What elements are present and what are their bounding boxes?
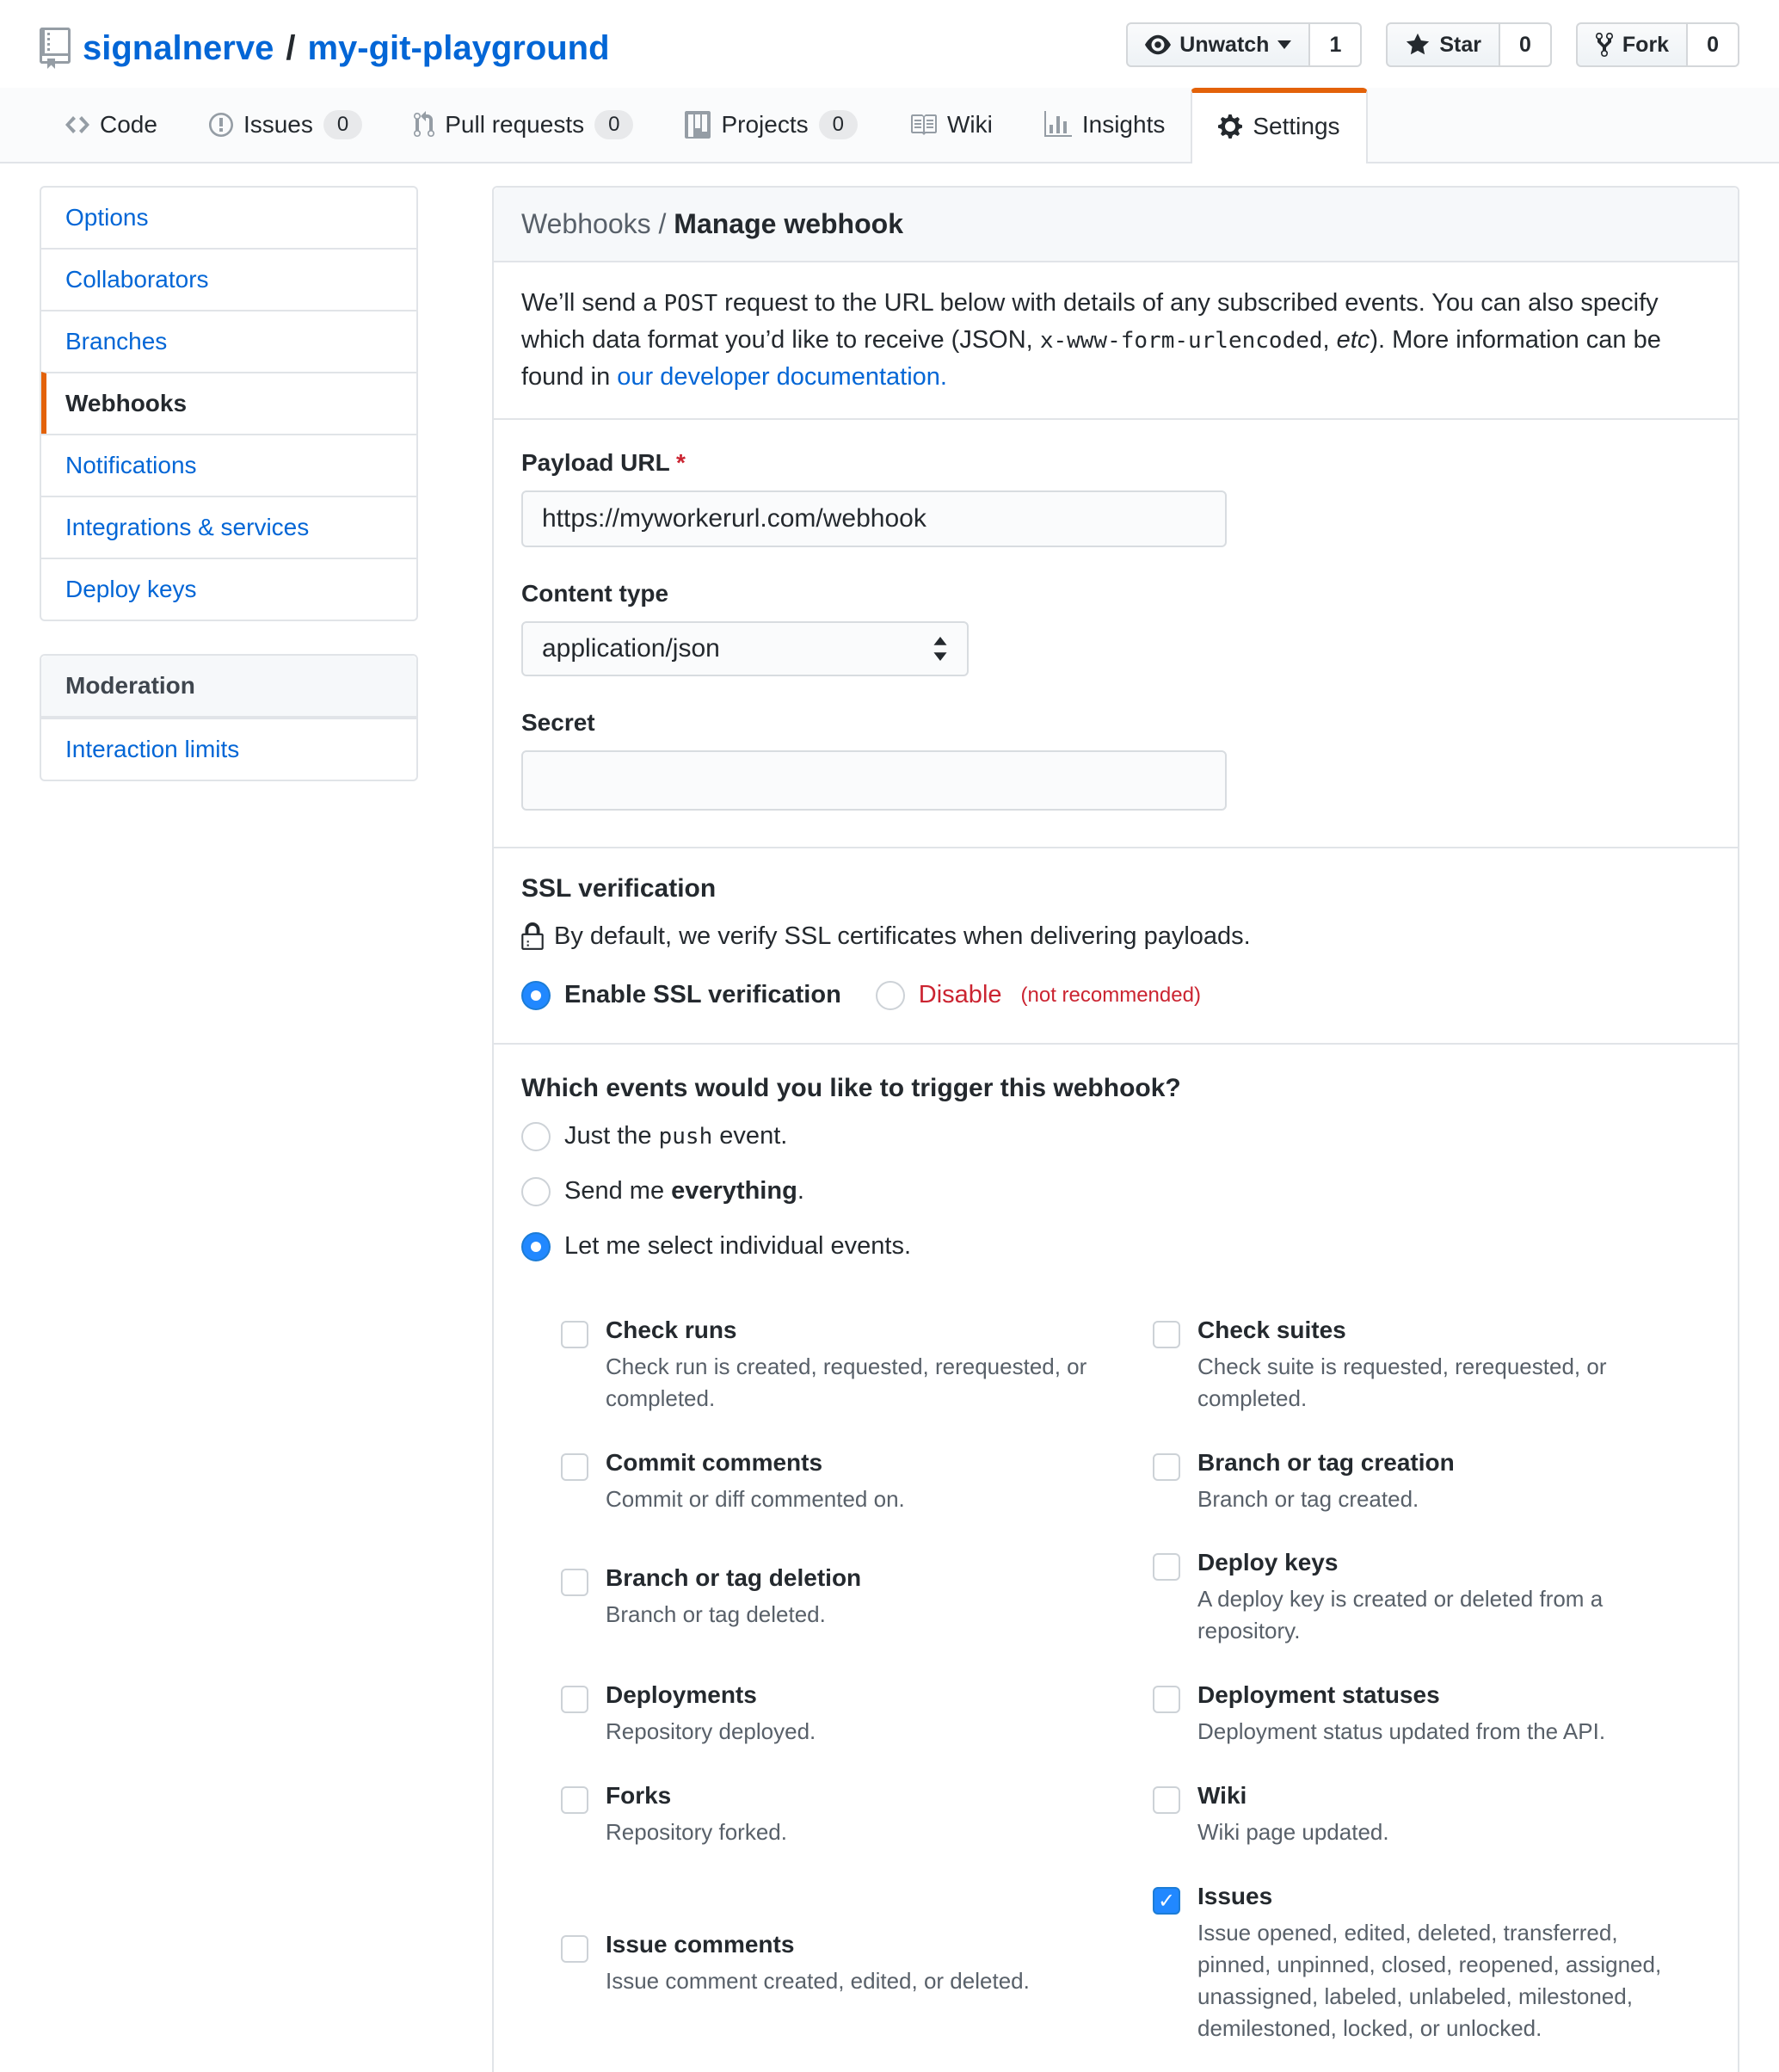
option-label: Let me select individual events. bbox=[564, 1232, 911, 1261]
intro-text: We’ll send a bbox=[521, 289, 664, 317]
option-label: Send me everything. bbox=[564, 1177, 804, 1206]
lock-icon bbox=[521, 922, 544, 952]
event-description: Repository deployed. bbox=[606, 1718, 816, 1745]
sidebar-item-options[interactable]: Options bbox=[65, 204, 149, 231]
event-item-check-suites bbox=[1153, 1317, 1710, 1415]
star-button[interactable] bbox=[1386, 22, 1500, 67]
event-title: Branch or tag creation bbox=[1197, 1448, 1455, 1476]
unwatch-button[interactable] bbox=[1126, 22, 1310, 67]
ssl-note-text: By default, we verify SSL certificates when delivering payloads. bbox=[554, 922, 1251, 951]
breadcrumb bbox=[494, 188, 1738, 262]
star-count[interactable]: 0 bbox=[1500, 22, 1552, 67]
event-description: Branch or tag deleted. bbox=[606, 1601, 826, 1628]
repo-nav bbox=[0, 88, 1779, 163]
payload-url-label: Payload URL * bbox=[521, 448, 686, 476]
projects-counter: 0 bbox=[819, 110, 858, 139]
event-description: Branch or tag created. bbox=[1197, 1485, 1419, 1512]
graph-icon bbox=[1044, 111, 1072, 139]
tab-projects[interactable] bbox=[659, 88, 883, 162]
fork-group bbox=[1576, 22, 1739, 67]
event-item-issues bbox=[1153, 1883, 1710, 2044]
tab-label: Code bbox=[100, 111, 157, 138]
breadcrumb-separator: / bbox=[650, 208, 674, 239]
ssl-disable-radio[interactable] bbox=[876, 981, 905, 1010]
event-item-deployments bbox=[561, 1681, 1118, 1748]
intro-text: ). More information can be found in bbox=[521, 325, 1661, 391]
unwatch-label: Unwatch bbox=[1179, 32, 1270, 57]
select-caret-icon bbox=[933, 637, 948, 661]
sidebar-item-interaction-limits[interactable]: Interaction limits bbox=[41, 718, 416, 780]
repo-actions bbox=[1126, 22, 1739, 67]
event-description: Issue comment created, edited, or deleted. bbox=[606, 1968, 1030, 1995]
ssl-disable-label: Disable bbox=[918, 981, 1002, 1009]
checkbox-check-suites[interactable] bbox=[1153, 1321, 1180, 1348]
checkbox-check-runs[interactable] bbox=[561, 1321, 588, 1348]
watch-group bbox=[1126, 22, 1362, 67]
checkbox-branch-deletion[interactable] bbox=[561, 1569, 588, 1596]
caret-down-icon bbox=[1277, 40, 1291, 49]
tab-issues[interactable] bbox=[183, 88, 388, 162]
checkbox-issue-comments[interactable] bbox=[561, 1935, 588, 1963]
event-item-branch-deletion bbox=[561, 1564, 1118, 1631]
tab-label: Pull requests bbox=[445, 111, 585, 138]
event-description: Check suite is requested, rerequested, or completed. bbox=[1197, 1353, 1607, 1411]
checkbox-commit-comments[interactable] bbox=[561, 1453, 588, 1481]
repo-separator: / bbox=[286, 28, 296, 67]
event-title: Deployment statuses bbox=[1197, 1681, 1440, 1709]
repo-owner-link[interactable]: signalnerve bbox=[83, 28, 274, 67]
event-description: Wiki page updated. bbox=[1197, 1819, 1389, 1846]
project-icon bbox=[685, 111, 711, 139]
event-item-issue-comments bbox=[561, 1931, 1118, 1997]
checkbox-forks[interactable] bbox=[561, 1786, 588, 1814]
pull-request-icon bbox=[414, 111, 434, 139]
ssl-title: SSL verification bbox=[521, 873, 717, 903]
required-asterisk: * bbox=[675, 448, 686, 476]
repo-title bbox=[40, 28, 610, 69]
moderation-menu bbox=[40, 654, 418, 781]
event-item-branch-creation bbox=[1153, 1449, 1710, 1515]
ssl-section bbox=[494, 848, 1738, 1045]
ssl-disable-option[interactable] bbox=[876, 981, 1201, 1010]
event-item-wiki bbox=[1153, 1782, 1710, 1848]
events-section bbox=[494, 1045, 1738, 2072]
secret-input[interactable] bbox=[521, 750, 1227, 811]
intro-code-urlencoded: x-www-form-urlencoded bbox=[1039, 327, 1323, 354]
tab-label: Settings bbox=[1253, 113, 1340, 139]
issues-counter: 0 bbox=[323, 110, 362, 139]
breadcrumb-current: Manage webhook bbox=[674, 208, 903, 239]
push-radio[interactable] bbox=[521, 1122, 551, 1151]
gear-icon bbox=[1218, 113, 1242, 140]
event-title: Check runs bbox=[606, 1316, 737, 1343]
checkbox-issues[interactable] bbox=[1153, 1887, 1180, 1915]
tab-settings[interactable] bbox=[1191, 88, 1367, 163]
tab-pull-requests[interactable] bbox=[388, 88, 659, 162]
settings-menu bbox=[40, 186, 418, 621]
sidebar-item-webhooks[interactable]: Webhooks bbox=[41, 372, 416, 434]
code-icon bbox=[65, 111, 89, 139]
tab-code[interactable] bbox=[40, 88, 183, 162]
checkbox-deploy-keys[interactable] bbox=[1153, 1553, 1180, 1581]
star-group bbox=[1386, 22, 1552, 67]
ssl-enable-option[interactable] bbox=[521, 981, 841, 1010]
checkbox-deployment-statuses[interactable] bbox=[1153, 1686, 1180, 1713]
secret-label: Secret bbox=[521, 708, 595, 736]
webhook-panel bbox=[492, 186, 1739, 2072]
eye-icon bbox=[1145, 32, 1171, 58]
content-type-label: Content type bbox=[521, 579, 669, 607]
event-option-push[interactable] bbox=[521, 1122, 1710, 1151]
content-type-select[interactable] bbox=[521, 621, 969, 676]
fork-label: Fork bbox=[1622, 32, 1670, 57]
event-option-individual[interactable] bbox=[521, 1232, 1710, 1261]
tab-label: Insights bbox=[1081, 111, 1166, 138]
webhook-form bbox=[494, 420, 1738, 848]
star-label: Star bbox=[1439, 32, 1481, 57]
intro-code-post: POST bbox=[663, 291, 718, 317]
settings-sidebar bbox=[40, 186, 418, 781]
pull-requests-counter: 0 bbox=[594, 110, 633, 139]
event-description: Commit or diff commented on. bbox=[606, 1485, 905, 1512]
checkbox-branch-creation[interactable] bbox=[1153, 1453, 1180, 1481]
tab-wiki[interactable] bbox=[883, 88, 1019, 162]
star-icon bbox=[1405, 32, 1431, 58]
everything-radio[interactable] bbox=[521, 1177, 551, 1206]
tab-label: Issues bbox=[243, 111, 313, 138]
event-description: A deploy key is created or deleted from a repository. bbox=[1197, 1586, 1604, 1644]
event-description: Check run is created, requested, rerequested, or completed. bbox=[606, 1353, 1087, 1411]
event-description: Repository forked. bbox=[606, 1819, 787, 1846]
intro-text: request to the URL below with details of any subscribed events. You can also specify which data format you’d like to receive (JSON, bbox=[521, 289, 1659, 354]
page-header bbox=[0, 0, 1779, 69]
tab-insights[interactable] bbox=[1019, 88, 1191, 162]
checkbox-deployments[interactable] bbox=[561, 1686, 588, 1713]
events-grid bbox=[561, 1317, 1710, 2044]
event-description: Issue opened, edited, deleted, transferred, pinned, unpinned, closed, reopened, assigned, unassigned, labeled, unlabeled, milestoned, demilestoned, locked, or unlocked. bbox=[1197, 1920, 1662, 2041]
event-title: Commit comments bbox=[606, 1448, 823, 1476]
repo-name-link[interactable]: my-git-playground bbox=[307, 28, 610, 67]
event-title: Issue comments bbox=[606, 1931, 795, 1958]
moderation-header: Moderation bbox=[41, 656, 416, 718]
watch-count[interactable]: 1 bbox=[1310, 22, 1362, 67]
intro-text: , bbox=[1322, 325, 1337, 354]
event-item-forks bbox=[561, 1782, 1118, 1848]
ssl-enable-label: Enable SSL verification bbox=[564, 981, 841, 1009]
ssl-disable-note: (not recommended) bbox=[1020, 983, 1201, 1007]
issue-opened-icon bbox=[209, 111, 233, 139]
event-title: Forks bbox=[606, 1782, 672, 1810]
payload-url-input[interactable] bbox=[521, 490, 1227, 547]
sidebar-item-deploy-keys[interactable]: Deploy keys bbox=[41, 558, 416, 620]
fork-count[interactable]: 0 bbox=[1688, 22, 1739, 67]
event-item-deploy-keys bbox=[1153, 1549, 1710, 1647]
fork-button[interactable] bbox=[1576, 22, 1688, 67]
content-type-value: application/json bbox=[542, 633, 720, 663]
sidebar-item-collaborators[interactable]: Collaborators bbox=[41, 248, 416, 310]
webhook-intro bbox=[494, 262, 1738, 420]
tab-label: Wiki bbox=[946, 111, 993, 138]
event-item-commit-comments bbox=[561, 1449, 1118, 1515]
intro-etc: etc bbox=[1336, 325, 1370, 354]
event-option-everything[interactable] bbox=[521, 1177, 1710, 1206]
sidebar-item-integrations[interactable]: Integrations & services bbox=[41, 496, 416, 558]
event-item-check-runs bbox=[561, 1317, 1118, 1415]
individual-radio[interactable] bbox=[521, 1232, 551, 1261]
event-title: Issues bbox=[1197, 1883, 1273, 1910]
event-title: Deployments bbox=[606, 1681, 757, 1709]
fork-icon bbox=[1595, 31, 1614, 59]
event-title: Check suites bbox=[1197, 1316, 1346, 1343]
checkbox-wiki[interactable] bbox=[1153, 1786, 1180, 1814]
events-title: Which events would you like to trigger this webhook? bbox=[521, 1073, 1181, 1102]
event-title: Wiki bbox=[1197, 1782, 1247, 1810]
event-description: Deployment status updated from the API. bbox=[1197, 1718, 1606, 1745]
event-item-deployment-statuses bbox=[1153, 1681, 1710, 1748]
book-icon bbox=[909, 111, 937, 139]
event-title: Deploy keys bbox=[1197, 1549, 1339, 1576]
intro-period: . bbox=[939, 362, 947, 391]
developer-docs-link[interactable]: our developer documentation bbox=[617, 362, 940, 391]
ssl-enable-radio[interactable] bbox=[521, 981, 551, 1010]
event-title: Branch or tag deletion bbox=[606, 1564, 862, 1592]
ssl-note bbox=[521, 922, 1710, 952]
option-label: Just the push event. bbox=[564, 1122, 788, 1150]
sidebar-item-branches[interactable]: Branches bbox=[41, 310, 416, 372]
tab-label: Projects bbox=[721, 111, 809, 138]
sidebar-item-notifications[interactable]: Notifications bbox=[41, 434, 416, 496]
repo-icon bbox=[40, 28, 71, 69]
breadcrumb-webhooks-link[interactable]: Webhooks bbox=[521, 208, 651, 239]
